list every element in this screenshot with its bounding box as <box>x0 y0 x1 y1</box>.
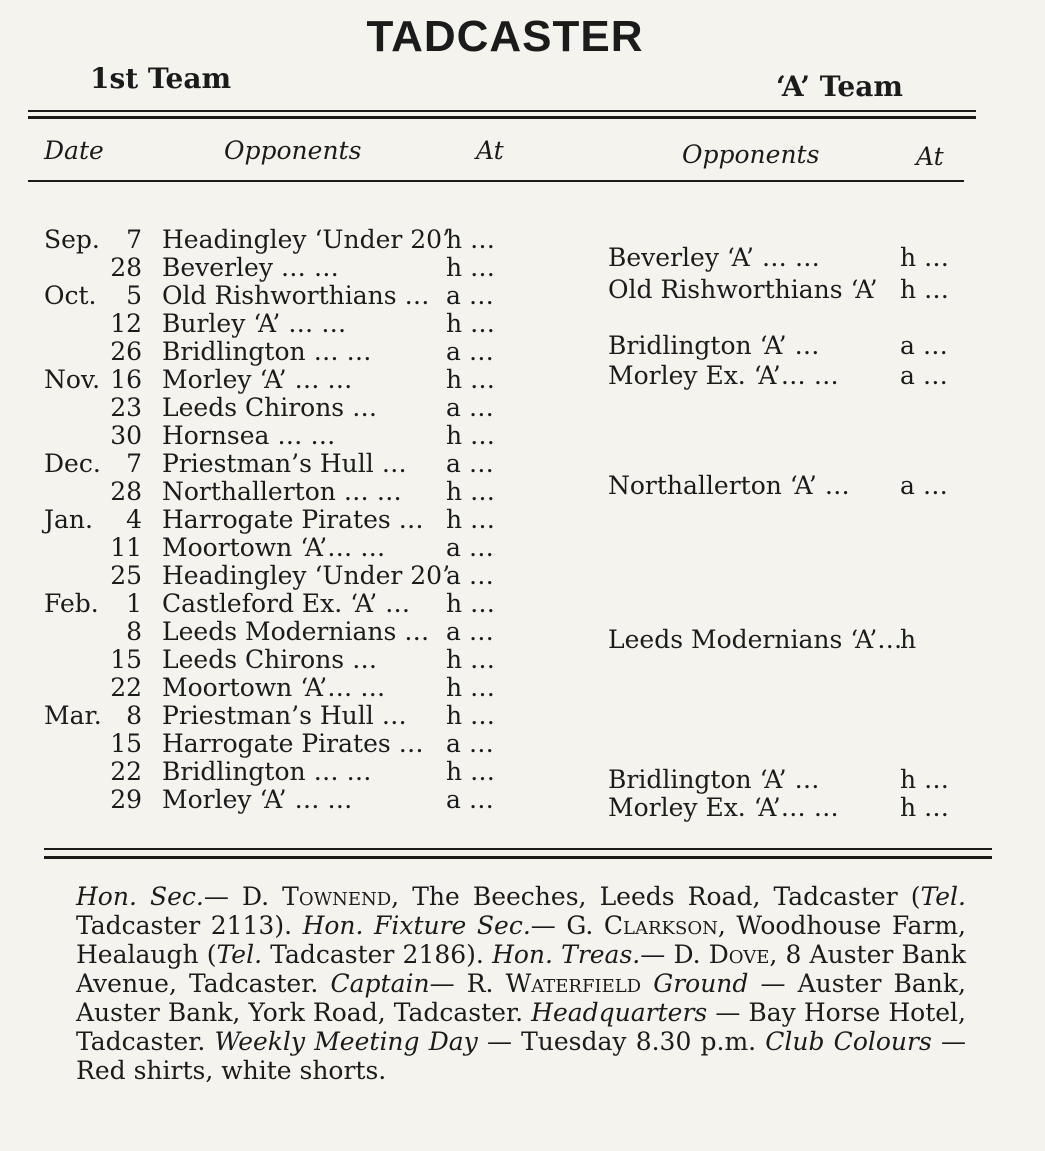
fixture-sec-address: , Woodhouse Farm, Healaugh ( <box>76 911 967 969</box>
fixture-opponent: Leeds Modernians … <box>162 617 430 646</box>
fixture-row <box>0 617 1045 654</box>
fixture-row <box>0 506 1045 534</box>
fixture-day: 25 <box>110 561 142 590</box>
header-rule-top <box>28 110 976 112</box>
fixture-row <box>0 646 1045 674</box>
fixture-opponent: Hornsea … … <box>162 421 336 450</box>
fixture-venue: h … <box>446 645 496 674</box>
fixture-venue: a … <box>446 785 494 814</box>
fixture-opponent: Headingley ‘Under 20’ <box>162 225 451 254</box>
fixture-day: 7 <box>126 449 142 478</box>
a-team-venue: h … <box>900 793 950 822</box>
fixture-row <box>0 785 1045 822</box>
treasurer-initial: D. <box>673 940 709 969</box>
hon-sec-address: , The Beeches, Leeds Road, Tadcaster ( <box>391 882 921 911</box>
fixture-venue: a … <box>446 393 494 422</box>
a-team-venue: h … <box>900 243 950 272</box>
column-a-opponents: Opponents <box>682 140 820 169</box>
fixture-venue: h … <box>446 253 496 282</box>
fixture-opponent: Moortown ‘A’… … <box>162 673 386 702</box>
fixture-month: Sep. <box>44 225 100 254</box>
fixture-day: 4 <box>126 505 142 534</box>
fixture-opponent: Old Rishworthians … <box>162 281 430 310</box>
column-rule <box>28 180 964 182</box>
headquarters-label: Headquarters <box>531 998 708 1027</box>
column-date: Date <box>44 136 104 165</box>
club-details: Hon. Sec.— D. Townend, The Beeches, Leeds Road, Tadcaster (Tel. Tadcaster 2113). Hon. Fixture Sec.— G. Clarkson, Woodhouse Farm, Healaugh (Tel. Tadcaster 2186). Hon. Treas.— D. Dove, 8 Auster Bank Avenue, Tadcaster. Captain— R. Waterfield Ground — Auster Bank, Auster Bank, York Road, Tadcaster. Headquarters — Bay Horse Hotel, Tadcaster. Weekly Meeting Day — Tuesday 8.30 p.m. Club Colours — Red shirts, white shorts. <box>76 882 967 1085</box>
fixture-row <box>0 361 1045 394</box>
a-team-venue: h <box>900 625 917 654</box>
tel-label: Tel. <box>216 940 263 969</box>
fixture-opponent: Bridlington … … <box>162 757 372 786</box>
a-team-heading: ‘A’ Team <box>776 70 903 103</box>
fixture-venue: a … <box>446 617 494 646</box>
club-colours-label: Club Colours <box>765 1027 932 1056</box>
captain-initial: R. <box>466 969 506 998</box>
fixture-month: Oct. <box>44 281 97 310</box>
fixture-row <box>0 471 1045 506</box>
fixture-opponent: Morley ‘A’ … … <box>162 785 353 814</box>
fixture-row <box>0 702 1045 730</box>
fixture-venue: h … <box>446 757 496 786</box>
fixture-month: Mar. <box>44 701 102 730</box>
tel-label: Tel. <box>920 882 966 911</box>
a-team-opponent: Morley Ex. ‘A’… … <box>608 361 839 390</box>
fixture-opponent: Beverley … … <box>162 253 339 282</box>
fixture-row <box>0 674 1045 702</box>
fixture-venue: h … <box>446 505 496 534</box>
fixture-row <box>0 331 1045 366</box>
fixture-month: Feb. <box>44 589 99 618</box>
a-team-venue: a … <box>900 331 948 360</box>
fixture-day: 7 <box>126 225 142 254</box>
fixture-opponent: Bridlington … … <box>162 337 372 366</box>
fixture-day: 22 <box>110 673 142 702</box>
a-team-opponent: Beverley ‘A’ … … <box>608 243 820 272</box>
fixture-row <box>0 226 1045 254</box>
fixture-opponent: Castleford Ex. ‘A’ … <box>162 589 411 618</box>
fixture-row <box>0 534 1045 562</box>
fixture-row <box>0 590 1045 618</box>
treasurer-address: , 8 Auster Bank Avenue, Tadcaster. <box>76 940 967 998</box>
a-team-venue: h … <box>900 275 950 304</box>
fixture-venue: a … <box>446 729 494 758</box>
fixture-day: 28 <box>110 477 142 506</box>
fixture-day: 16 <box>110 365 142 394</box>
fixture-opponent: Harrogate Pirates … <box>162 729 424 758</box>
fixture-day: 5 <box>126 281 142 310</box>
headquarters-value: Bay Horse Hotel, Tadcaster. <box>76 998 966 1056</box>
a-team-opponent: Old Rishworthians ‘A’ <box>608 275 878 304</box>
fixture-month: Dec. <box>44 449 101 478</box>
a-team-venue: h … <box>900 765 950 794</box>
fixture-row <box>0 275 1045 310</box>
captain-label: Captain <box>330 969 430 998</box>
fixture-venue: a … <box>446 337 494 366</box>
a-team-opponent: Morley Ex. ‘A’… … <box>608 793 839 822</box>
fixture-row <box>0 757 1045 794</box>
fixture-venue: h … <box>446 477 496 506</box>
fixture-venue: h … <box>446 421 496 450</box>
fixture-day: 15 <box>110 729 142 758</box>
a-team-opponent: Leeds Modernians ‘A’… <box>608 625 903 654</box>
treasurer-label: Hon. Treas. <box>492 940 641 969</box>
fixture-row <box>0 422 1045 450</box>
fixture-sec-label: Hon. Fixture Sec. <box>302 911 531 940</box>
fixture-venue: h … <box>446 365 496 394</box>
fixture-day: 29 <box>110 785 142 814</box>
fixture-day: 1 <box>126 589 142 618</box>
page-title: TADCASTER <box>366 12 644 61</box>
column-at: At <box>476 136 504 165</box>
header-rule-bottom <box>28 116 976 119</box>
fixture-opponent: Moortown ‘A’… … <box>162 533 386 562</box>
hon-sec-label: Hon. Sec. <box>76 882 204 911</box>
fixture-opponent: Harrogate Pirates … <box>162 505 424 534</box>
meeting-day-value: Tuesday 8.30 p.m. <box>521 1027 766 1056</box>
fixture-venue: h … <box>446 589 496 618</box>
fixture-day: 30 <box>110 421 142 450</box>
fixture-venue: a … <box>446 281 494 310</box>
a-team-opponent: Bridlington ‘A’ … <box>608 331 820 360</box>
fixture-row <box>0 450 1045 478</box>
fixture-day: 8 <box>126 701 142 730</box>
ground-value: Auster Bank, Auster Bank, York Road, Tadcaster. <box>76 969 966 1027</box>
footer-rule-bottom <box>44 856 992 859</box>
a-team-venue: a … <box>900 471 948 500</box>
fixture-month: Jan. <box>44 505 93 534</box>
fixture-row <box>0 243 1045 282</box>
fixture-opponent: Leeds Chirons … <box>162 645 378 674</box>
fixture-sec-initial: G. <box>566 911 604 940</box>
fixture-venue: h … <box>446 309 496 338</box>
fixture-opponent: Headingley ‘Under 20’ <box>162 561 451 590</box>
fixture-venue: h … <box>446 225 496 254</box>
fixture-venue: a … <box>446 533 494 562</box>
fixture-day: 12 <box>110 309 142 338</box>
fixture-opponent: Priestman’s Hull … <box>162 701 407 730</box>
fixture-day: 8 <box>126 617 142 646</box>
fixture-opponent: Burley ‘A’ … … <box>162 309 347 338</box>
fixture-opponent: Priestman’s Hull … <box>162 449 407 478</box>
column-opponents: Opponents <box>224 136 362 165</box>
fixture-opponent: Northallerton … … <box>162 477 402 506</box>
fixture-day: 15 <box>110 645 142 674</box>
hon-sec-initial: D. <box>241 882 283 911</box>
fixture-day: 28 <box>110 253 142 282</box>
footer-rule-top <box>44 848 992 850</box>
meeting-day-label: Weekly Meeting Day <box>214 1027 478 1056</box>
fixture-opponent: Leeds Chirons … <box>162 393 378 422</box>
fixture-venue: a … <box>446 561 494 590</box>
a-team-opponent: Northallerton ‘A’ … <box>608 471 850 500</box>
fixture-venue: a … <box>446 449 494 478</box>
fixture-opponent: Morley ‘A’ … … <box>162 365 353 394</box>
fixture-day: 11 <box>110 533 142 562</box>
fixture-row <box>0 730 1045 758</box>
fixture-day: 26 <box>110 337 142 366</box>
first-team-heading: 1st Team <box>90 62 232 95</box>
fixture-row <box>0 562 1045 590</box>
fixture-day: 22 <box>110 757 142 786</box>
treasurer-name: Dove <box>708 940 770 969</box>
hon-sec-name: Townend <box>282 882 392 911</box>
fixture-venue: h … <box>446 701 496 730</box>
a-team-opponent: Bridlington ‘A’ … <box>608 765 820 794</box>
fixture-sec-tel: Tadcaster 2186). <box>262 940 493 969</box>
fixture-venue: h … <box>446 673 496 702</box>
hon-sec-tel: Tadcaster 2113). <box>76 911 303 940</box>
fixture-month: Nov. <box>44 365 101 394</box>
fixture-row <box>0 394 1045 422</box>
ground-label: Ground <box>653 969 749 998</box>
a-team-venue: a … <box>900 361 948 390</box>
captain-name: Waterfield <box>505 969 642 998</box>
club-colours-value: Red shirts, white shorts. <box>76 1056 387 1085</box>
fixture-sec-name: Clarkson <box>603 911 718 940</box>
column-a-at: At <box>916 142 944 171</box>
fixture-day: 23 <box>110 393 142 422</box>
fixture-row <box>0 310 1045 338</box>
